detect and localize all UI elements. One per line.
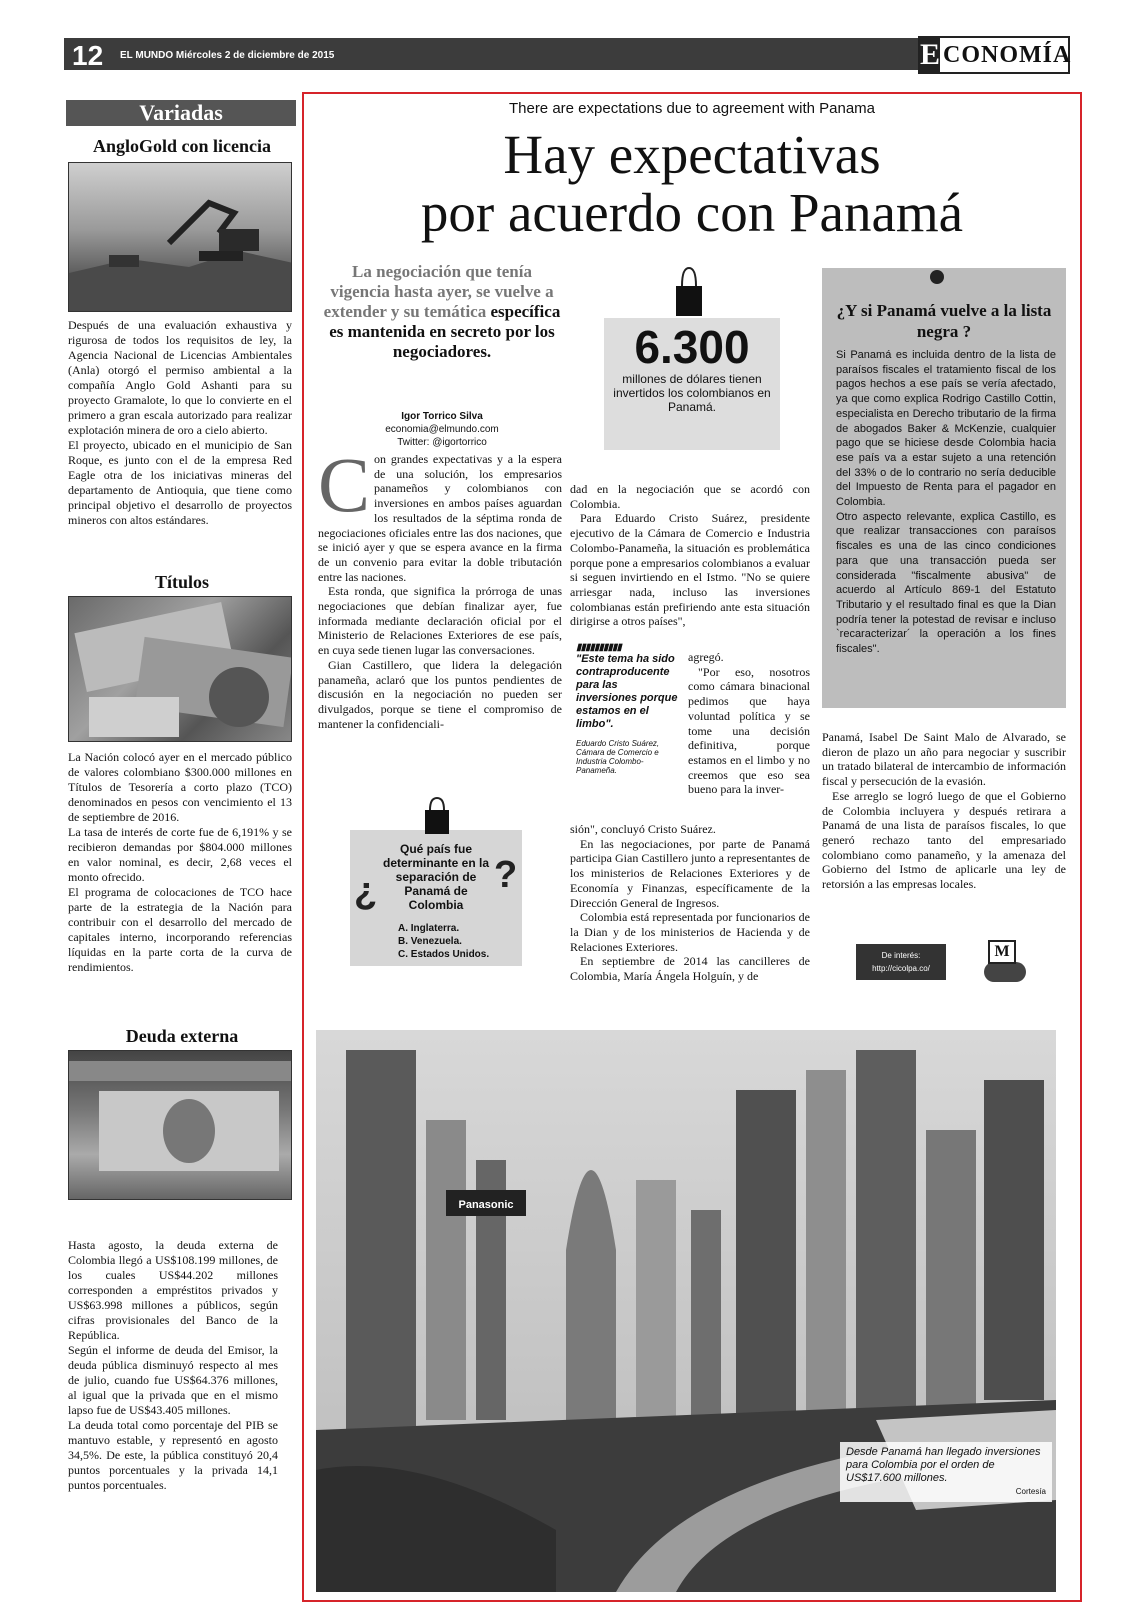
author-twitter[interactable]: Twitter: @igortorrico	[397, 437, 487, 448]
brief-body: Después de una evaluación exhaustiva y rigurosa de todos los requisitos de ley, la Agencia Nacional de Licencias Ambientales (Anla) otorgó el permiso ambiental a la compañía Anglo Gold Ashanti para su proyecto Gramalote, lo que lo convierte en el primero a gran escala autorizado para realizar explotación minera de oro a cielo abierto. El proyecto, ubicado en el municipio de San Roque, es junto con el de la empresa Red Eagle otra de los iniciativas mineras del departamento de Antioquia, que tiene como principal objetivo el desarrollo de proyectos mineros con altos estándares.	[68, 318, 292, 527]
banknote-icon	[69, 597, 292, 742]
section-name: CONOMÍA	[943, 41, 1072, 68]
paper-date: EL MUNDO Miércoles 2 de diciembre de 2015	[120, 50, 335, 61]
dollar-bill-icon	[69, 1051, 292, 1200]
skyline-icon	[316, 1030, 1056, 1592]
excavator-icon	[69, 163, 292, 312]
brief-heading: AngloGold con licencia	[92, 136, 271, 156]
stat-number: 6.300	[634, 321, 750, 373]
quiz-close-mark: ?	[494, 854, 518, 896]
article-column-3: Panamá, Isabel De Saint Malo de Alvarado, se dieron de plazo un año para negociar y suscribir un tratado bilateral de intercambio de información fiscal y persecución de la evasión. Ese arreglo se logró luego de que el Gobierno de Colombia incluyera y después retirara a Panamá de una lista de paraísos fiscales, lo que generó rechazo tanto del empresariado colombiano como panameño, y la amenaza del Gobierno del Istmo de aplicarle una ley de retorsión a las empresas locales.	[822, 730, 1066, 892]
article-column-1: C on grandes expectativas y a la espera de una solución, los empresarios panameños y colombianos con inversiones en ambos países aguardan los resultados de la séptima ronda de negociaciones oficiales entre las dos naciones, que se inició ayer y que se espera avance en la firma de un convenio para evitar la doble tributación entre las naciones. Esta ronda, que significa la prórroga de unas negociaciones que debían finalizar ayer, fue informada mediante declaración oficial por el Ministerio de Relaciones Exteriores de ese país, en cuya sede tienen lugar las conversaciones. Gian Castillero, que lidera la delegación panameña, aclaró que los puntos pendientes de discusión en la negociación no pueden ser divulgados, porque se tiene el compromiso de mantener la confidenciali-	[318, 441, 562, 731]
photo-credit: Cortesía	[1015, 1487, 1046, 1496]
brief-heading: Títulos	[154, 572, 210, 592]
quote-text: "Este tema ha sido contraproducente para las inversiones porque estamos en el limbo".	[576, 653, 678, 730]
sidebar-title: Variadas	[66, 100, 296, 126]
info-url[interactable]: http://cicolpa.co/	[872, 964, 930, 973]
info-label: De interés:	[881, 951, 921, 960]
article-column-2-bottom: sión", concluyó Cristo Suárez. En las negociaciones, por parte de Panamá participa Gian Castillero junto a representantes de los ministerios de Relaciones Exteriores y de Economía y Finanzas, específicamente de la Dirección General de Ingresos. Colombia está representada por funcionarios de la Dian y de los ministerios de Hacienda y de Relaciones Exteriores. En septiembre de 2014 las cancilleres de Colombia, María Ángela Holguín, y de	[570, 822, 810, 984]
info-box	[856, 944, 946, 980]
binder-clip-icon	[674, 266, 704, 318]
quiz-option: B. Venezuela.	[398, 936, 462, 947]
stat-text: millones de dólares tienen invertidos los colombianos en Panamá.	[613, 372, 771, 414]
author-email[interactable]: economia@elmundo.com	[385, 424, 499, 435]
page-number: 12	[72, 40, 104, 71]
sidebar-box	[822, 268, 1066, 708]
sidebar-box-text: Si Panamá es incluida dentro de la lista de paraísos fiscales el tratamiento fiscal de los pagos hechos a ese país se vería afectado, ya que como explica Rodrigo Castillo Cottin, especialista en Derecho tributario de la firma de abogados Baker & McKenzie, cualquier pago que se hiciese desde Colombia hacia ese país va a estar sujeto a una retención del 33% o de lo contrario no sería deducible del Impuesto de Renta para el pagador en Colombia. Otro aspecto relevante, explica Castillo, es que realizar transacciones con paraísos fiscales es una de las cinco condiciones para que una transacción pueda ser considerada "fiscalmente abusiva" de acuerdo al Artículo 869-1 del Estatuto Tributario y el resultado final es que la Dian podría tener la potestad de revisar e incluso `recaracterizar´ la operación a los fines fiscales".	[836, 349, 1056, 656]
banknotes-photo	[68, 596, 292, 742]
spiral-binding: ▮▮▮▮▮▮▮▮▮▮	[576, 642, 622, 653]
pin-icon	[930, 270, 944, 284]
mining-photo	[68, 162, 292, 312]
dollars-photo	[68, 1050, 292, 1200]
mouse-logo-icon: M	[980, 938, 1024, 986]
quiz-option: C. Estados Unidos.	[398, 949, 490, 960]
section-label	[918, 36, 1070, 74]
author-name: Igor Torrico Silva	[401, 411, 483, 422]
quiz-options	[398, 922, 489, 961]
brief-body: Hasta agosto, la deuda externa de Colombia llegó a US$108.199 millones, de los cuales US$44.202 millones corresponden a empréstitos privados y US$63.998 millones a públicos, según cifras provisionales del Banco de la República. Según el informe de deuda del Emisor, la deuda pública disminuyó respecto al mes de julio, cuando fue US$64.376 millones, al igual que la privada que en el mismo lapso fue de US$43.405 millones. La deuda total como porcentaje del PIB se mantuvo estable, y representó en agosto 34,5%. De este, la pública constituyó 20,4 puntos porcentuales y la privada 14,1 puntos porcentuales.	[68, 1238, 278, 1492]
panama-city-photo	[316, 1030, 1056, 1592]
article-lede: La negociación que tenía vigencia hasta ayer, se vuelve a extender y su temática específica es mantenida en secreto por los negociadores.	[323, 262, 561, 361]
article-column-2: dad en la negociación que se acordó con Colombia. Para Eduardo Cristo Suárez, presidente ejecutivo de la Cámara de Comercio e Industria Colombo-Panameña, la situación es problemática porque pone a empresarios colombianos a evaluar si seguen invirtiendo en el Istmo. "No se quiere arriesgar nada, incluso las inversiones colombianas están prefiriendo ante esta situación dirigirse a otros países",	[570, 482, 810, 629]
photo-caption: Desde Panamá han llegado inversiones para Colombia por el orden de US$17.600 millones. Cortesía	[840, 1442, 1052, 1502]
brief-heading: Deuda externa	[125, 1026, 239, 1046]
quiz-box	[350, 830, 522, 966]
brief-body: La Nación colocó ayer en el mercado público de valores colombiano $300.000 millones en Títulos de Tesorería a corto plazo (TCO) denominados en pesos con vencimiento el 13 de septiembre de 2016. La tasa de interés de corte fue de 6,191% y se recibieron demandas por $804.000 millones en valor nominal, es decir, 2,68 veces el monto ofrecido. El programa de colocaciones de TCO hace parte de la estrategia de la Nación para contribuir con el desarrollo del mercado de capitales interno, incorporando referencias líquidas en la parte corta de la curva de rendimientos.	[68, 750, 292, 974]
sidebar-box-title: ¿Y si Panamá vuelve a la lista negra ?	[836, 301, 1052, 341]
article-kicker: There are expectations due to agreement with Panama	[508, 100, 876, 117]
stat-box	[604, 318, 780, 450]
pull-quote	[576, 642, 680, 775]
quiz-open-mark: ¿	[354, 870, 378, 912]
article-headline: Hay expectativas por acuerdo con Panamá	[420, 124, 964, 243]
quote-source: Eduardo Cristo Suárez, Cámara de Comercio e Industria Colombo-Panameña.	[576, 739, 660, 775]
quiz-option: A. Inglaterra.	[398, 923, 460, 934]
drop-cap: C	[318, 441, 371, 528]
section-initial: E	[920, 38, 941, 71]
billboard-text: Panasonic	[458, 1199, 514, 1211]
article-column-2-side: agregó. "Por eso, nosotros como cámara binacional pedimos que haya voluntad política y se tome una decisión definitiva, porque estamos en el limbo y no creemos que eso sea bueno para la inver-	[688, 650, 810, 797]
quiz-question: Qué país fue determinante en la separación de Panamá de Colombia	[382, 842, 490, 912]
binder-clip-icon	[422, 796, 452, 836]
